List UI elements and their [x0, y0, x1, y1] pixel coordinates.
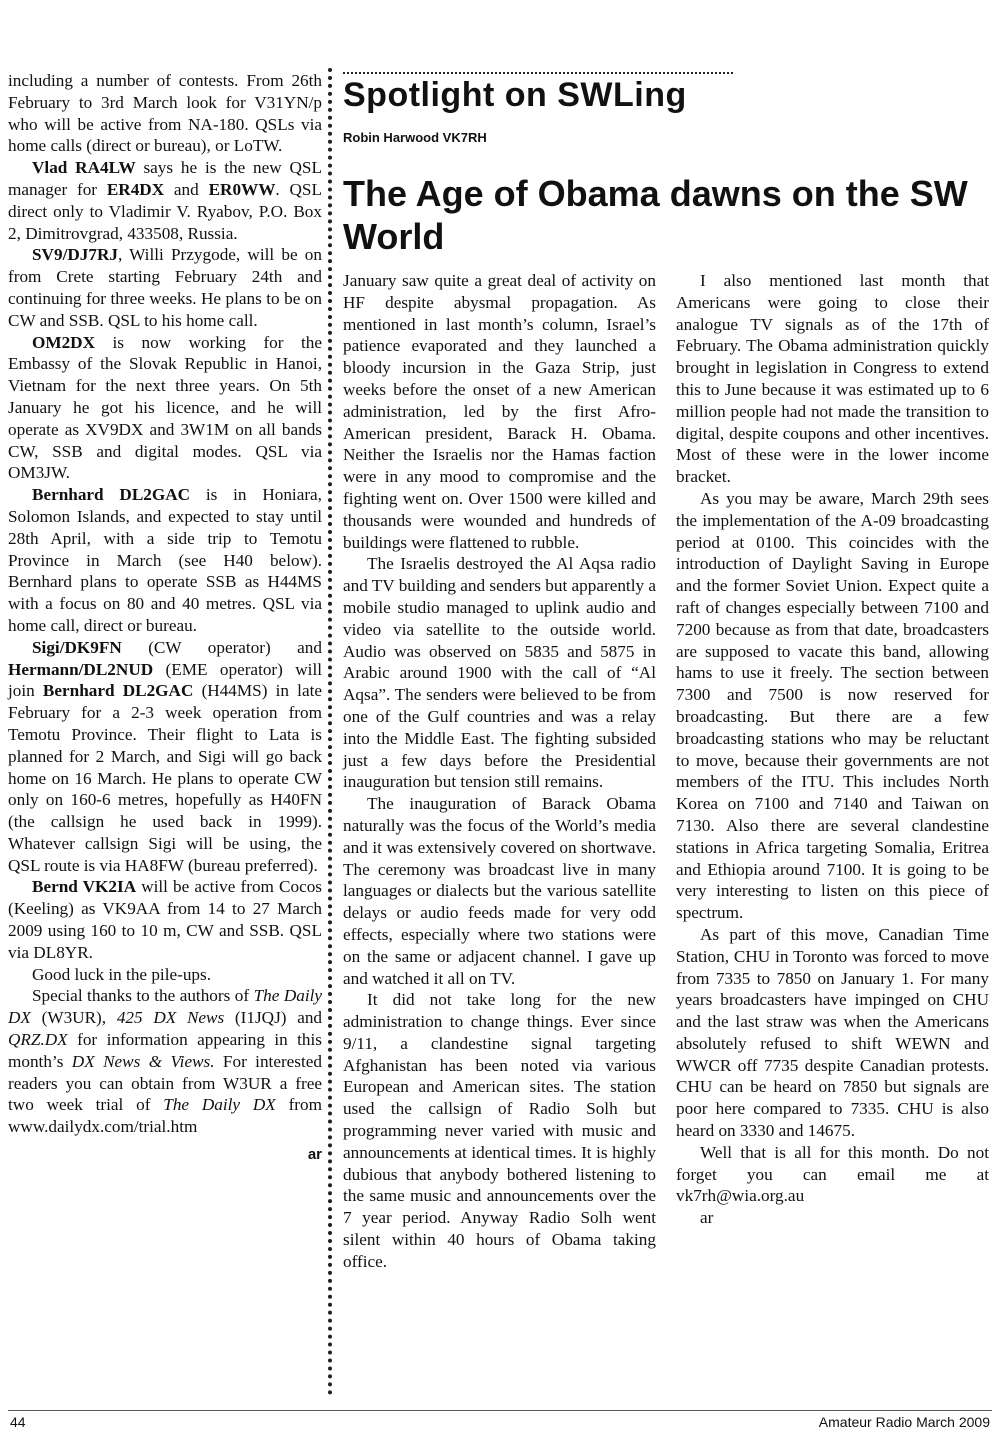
publication-title: DX News & Views. [71, 1051, 215, 1071]
paragraph: I also mentioned last month that Americans were going to close their analogue TV signals as of the 17th of February. The Obama administration quickly brought in legislation in Congress to extend this to June because it was estimated up to 6 million people had not made the transition to digital, despite coupons and other incentives. Most of these were in the lower income bracket. [676, 271, 989, 487]
magazine-issue: Amateur Radio March 2009 [818, 1414, 990, 1430]
text: Special thanks to the authors of [32, 986, 254, 1006]
callsign: ER0WW [208, 179, 276, 199]
article-headline: The Age of Obama dawns on the SW World [343, 173, 968, 257]
callsign: Sigi/DK9FN [32, 637, 122, 657]
text: (I1JQJ) and [224, 1008, 323, 1028]
paragraph: As you may be aware, March 29th sees the implementation of the A-09 broadcasting period at 0100. This coincides with the introduction of Daylight Saving in Europe and the former Soviet Union. Expect quite a raft of changes especially between 7100 and 7200 because as from that date, broadcasters are supposed to vacate this band, allowing hams to use it freely. The section between 7300 and 7500 is now reserved for broadcasting. But there are a few broadcasting stations who may be reluctant to move, because their governments are not members of the ITU. This includes North Korea on 7100 and 7140 and Taiwan on 7130. Also there are several clandestine stations in Africa targeting Somalia, Eritrea and Ethiopia around 7100. It is going to be very interesting to listen on this piece of spectrum. [676, 488, 989, 923]
paragraph [8, 332, 322, 485]
paragraph: As part of this move, Canadian Time Station, CHU in Toronto was forced to move from 7335 to 7850 on January 1. For many years broadcasters have impinged on CHU and the last straw was when the Americans absolutely refused to shift WEWN and WWCR off 7735 despite Canadian protests. CHU can be heard on 7850 but signals are poor here compared to 7335. CHU is also heard on 3330 and 14675. [676, 924, 989, 1141]
paragraph [8, 985, 322, 1138]
callsign: OM2DX [32, 332, 96, 352]
paragraph [8, 876, 322, 963]
text: says he is the new QSL manager for [8, 158, 322, 199]
paragraph [8, 484, 322, 637]
callsign: Bernd VK2IA [32, 877, 137, 897]
text: For interested readers you can obtain from W3UR a free two week trial of [8, 1051, 322, 1115]
publication-title: QRZ.DX [8, 1030, 68, 1050]
publication-title: The Daily DX [163, 1095, 276, 1115]
publication-title: The Daily DX [8, 986, 322, 1028]
paragraph [8, 244, 322, 331]
paragraph: January saw quite a great deal of activity on HF despite abysmal propagation. As mentioned in last month’s column, Israel’s patience evaporated and they launched a bloody incursion in the Gaza Strip, just weeks before the onset of a new American administration, led by the first Afro-American president, Barack H. Obama. Neither the Israelis nor the Hamas faction were in any mood to compromise and the fighting went on. Over 1500 were killed and thousands were wounded and hundreds of buildings were flattened to rubble. [343, 271, 656, 552]
publication-title: 425 DX News [116, 1008, 225, 1028]
end-mark: ar [307, 1146, 322, 1164]
paragraph: including a number of contests. From 26th February to 3rd March look for V31YN/p who will be active from NA-180. QSLs via home calls (direct or bureau), or LoTW. [8, 71, 322, 156]
section-top-rule [343, 72, 733, 74]
text: (H44MS) in late February for a 2-3 week operation from Temotu Province. Their flight to Lata is planned for 2 March, and Sigi will go back home on 16 March. He plans to operate CW only on 160-6 metres, hopefully as H40FN (the callsign he used back in 1999). Whatever callsign Sigi will be using, the QSL route is via HA8FW (bureau preferred). [8, 681, 322, 875]
dx-news-column [8, 70, 322, 1166]
footer-rule [8, 1410, 992, 1411]
text: and [164, 179, 209, 199]
text: from www.dailydx.com/trial.htm [8, 1095, 322, 1137]
column-divider [328, 68, 332, 1396]
page-number: 44 [10, 1414, 26, 1430]
paragraph [8, 157, 322, 244]
text: (EME operator) will join [8, 659, 322, 701]
text: , Willi Przygode, will be on from Crete starting February 24th and continuing for three weeks. He plans to be on CW and SSB. QSL to his home call. [8, 245, 322, 330]
end-mark: ar [700, 1208, 714, 1228]
text: is now working for the Embassy of the Slovak Republic in Hanoi, Vietnam for the next three years. On 5th January he got his licence, and he will operate as XV9DX and 3W1M on all bands CW, SSB and digital modes. QSL via OM3JW. [8, 332, 322, 483]
paragraph: The inauguration of Barack Obama naturally was the focus of the World’s media and it was extensively covered on shortwave. The ceremony was broadcast live in many languages or dialects but the various satellite delays or audio feeds made for very odd effects, especially where two stations were on the same or adjacent channel. I gave up and watched it all on TV. [343, 794, 656, 988]
callsign: ER4DX [106, 179, 165, 199]
paragraph [8, 637, 322, 877]
text: is in Honiara, Solomon Islands, and expected to stay until 28th April, with a side trip to Temotu Province in March (see H40 below). Bernhard plans to operate SSB as H44MS with a focus on 80 and 40 metres. QSL via home call, direct or bureau. [8, 485, 322, 635]
callsign: Bernhard DL2GAC [32, 485, 191, 505]
article-column-1 [343, 270, 656, 1273]
article-column-2 [676, 270, 989, 1229]
callsign: Bernhard DL2GAC [42, 681, 194, 701]
section-title: Spotlight on SWLing [343, 76, 687, 114]
paragraph: Good luck in the pile-ups. [32, 964, 212, 984]
callsign: SV9/DJ7RJ [32, 245, 118, 265]
text: for information appearing in this month’s [8, 1030, 322, 1071]
text: (CW operator) and [121, 637, 322, 657]
text: . QSL direct only to Vladimir V. Ryabov, P.O. Box 2, Dimitrovgrad, 433508, Russia. [8, 179, 322, 243]
text: will be active from Cocos (Keeling) as VK9AA from 14 to 27 March 2009 using 160 to 10 m, CW and SSB. QSL via DL8YR. [8, 877, 322, 962]
paragraph: It did not take long for the new administration to change things. Ever since 9/11, a clandestine signal targeting Afghanistan has been noted via various European and American sites. The station used the callsign of Radio Solh but programming never varied with music and announcements at identical times. It is highly dubious that anybody bothered listening to the same music and announcements over the 7 year period. Anyway Radio Solh went silent within 40 hours of Obama taking office. [343, 990, 656, 1271]
author-byline: Robin Harwood VK7RH [343, 130, 487, 145]
paragraph: The Israelis destroyed the Al Aqsa radio and TV building and senders but apparently a mobile studio managed to uplink audio and video via satellite to the outside world. Audio was observed on 5835 and 5875 in Arabic around 1900 with the call of “Al Aqsa”. The senders were believed to be from one of the Gulf countries and was a relay into the Middle East. The fighting subsided just a few days before the Presidential inauguration but tension still remains. [343, 554, 656, 792]
callsign: Hermann/DL2NUD [8, 659, 154, 679]
text: (W3UR), [30, 1008, 117, 1028]
callsign: Vlad RA4LW [32, 158, 136, 178]
paragraph: Well that is all for this month. Do not forget you can email me at vk7rh@wia.org.au [676, 1142, 989, 1206]
